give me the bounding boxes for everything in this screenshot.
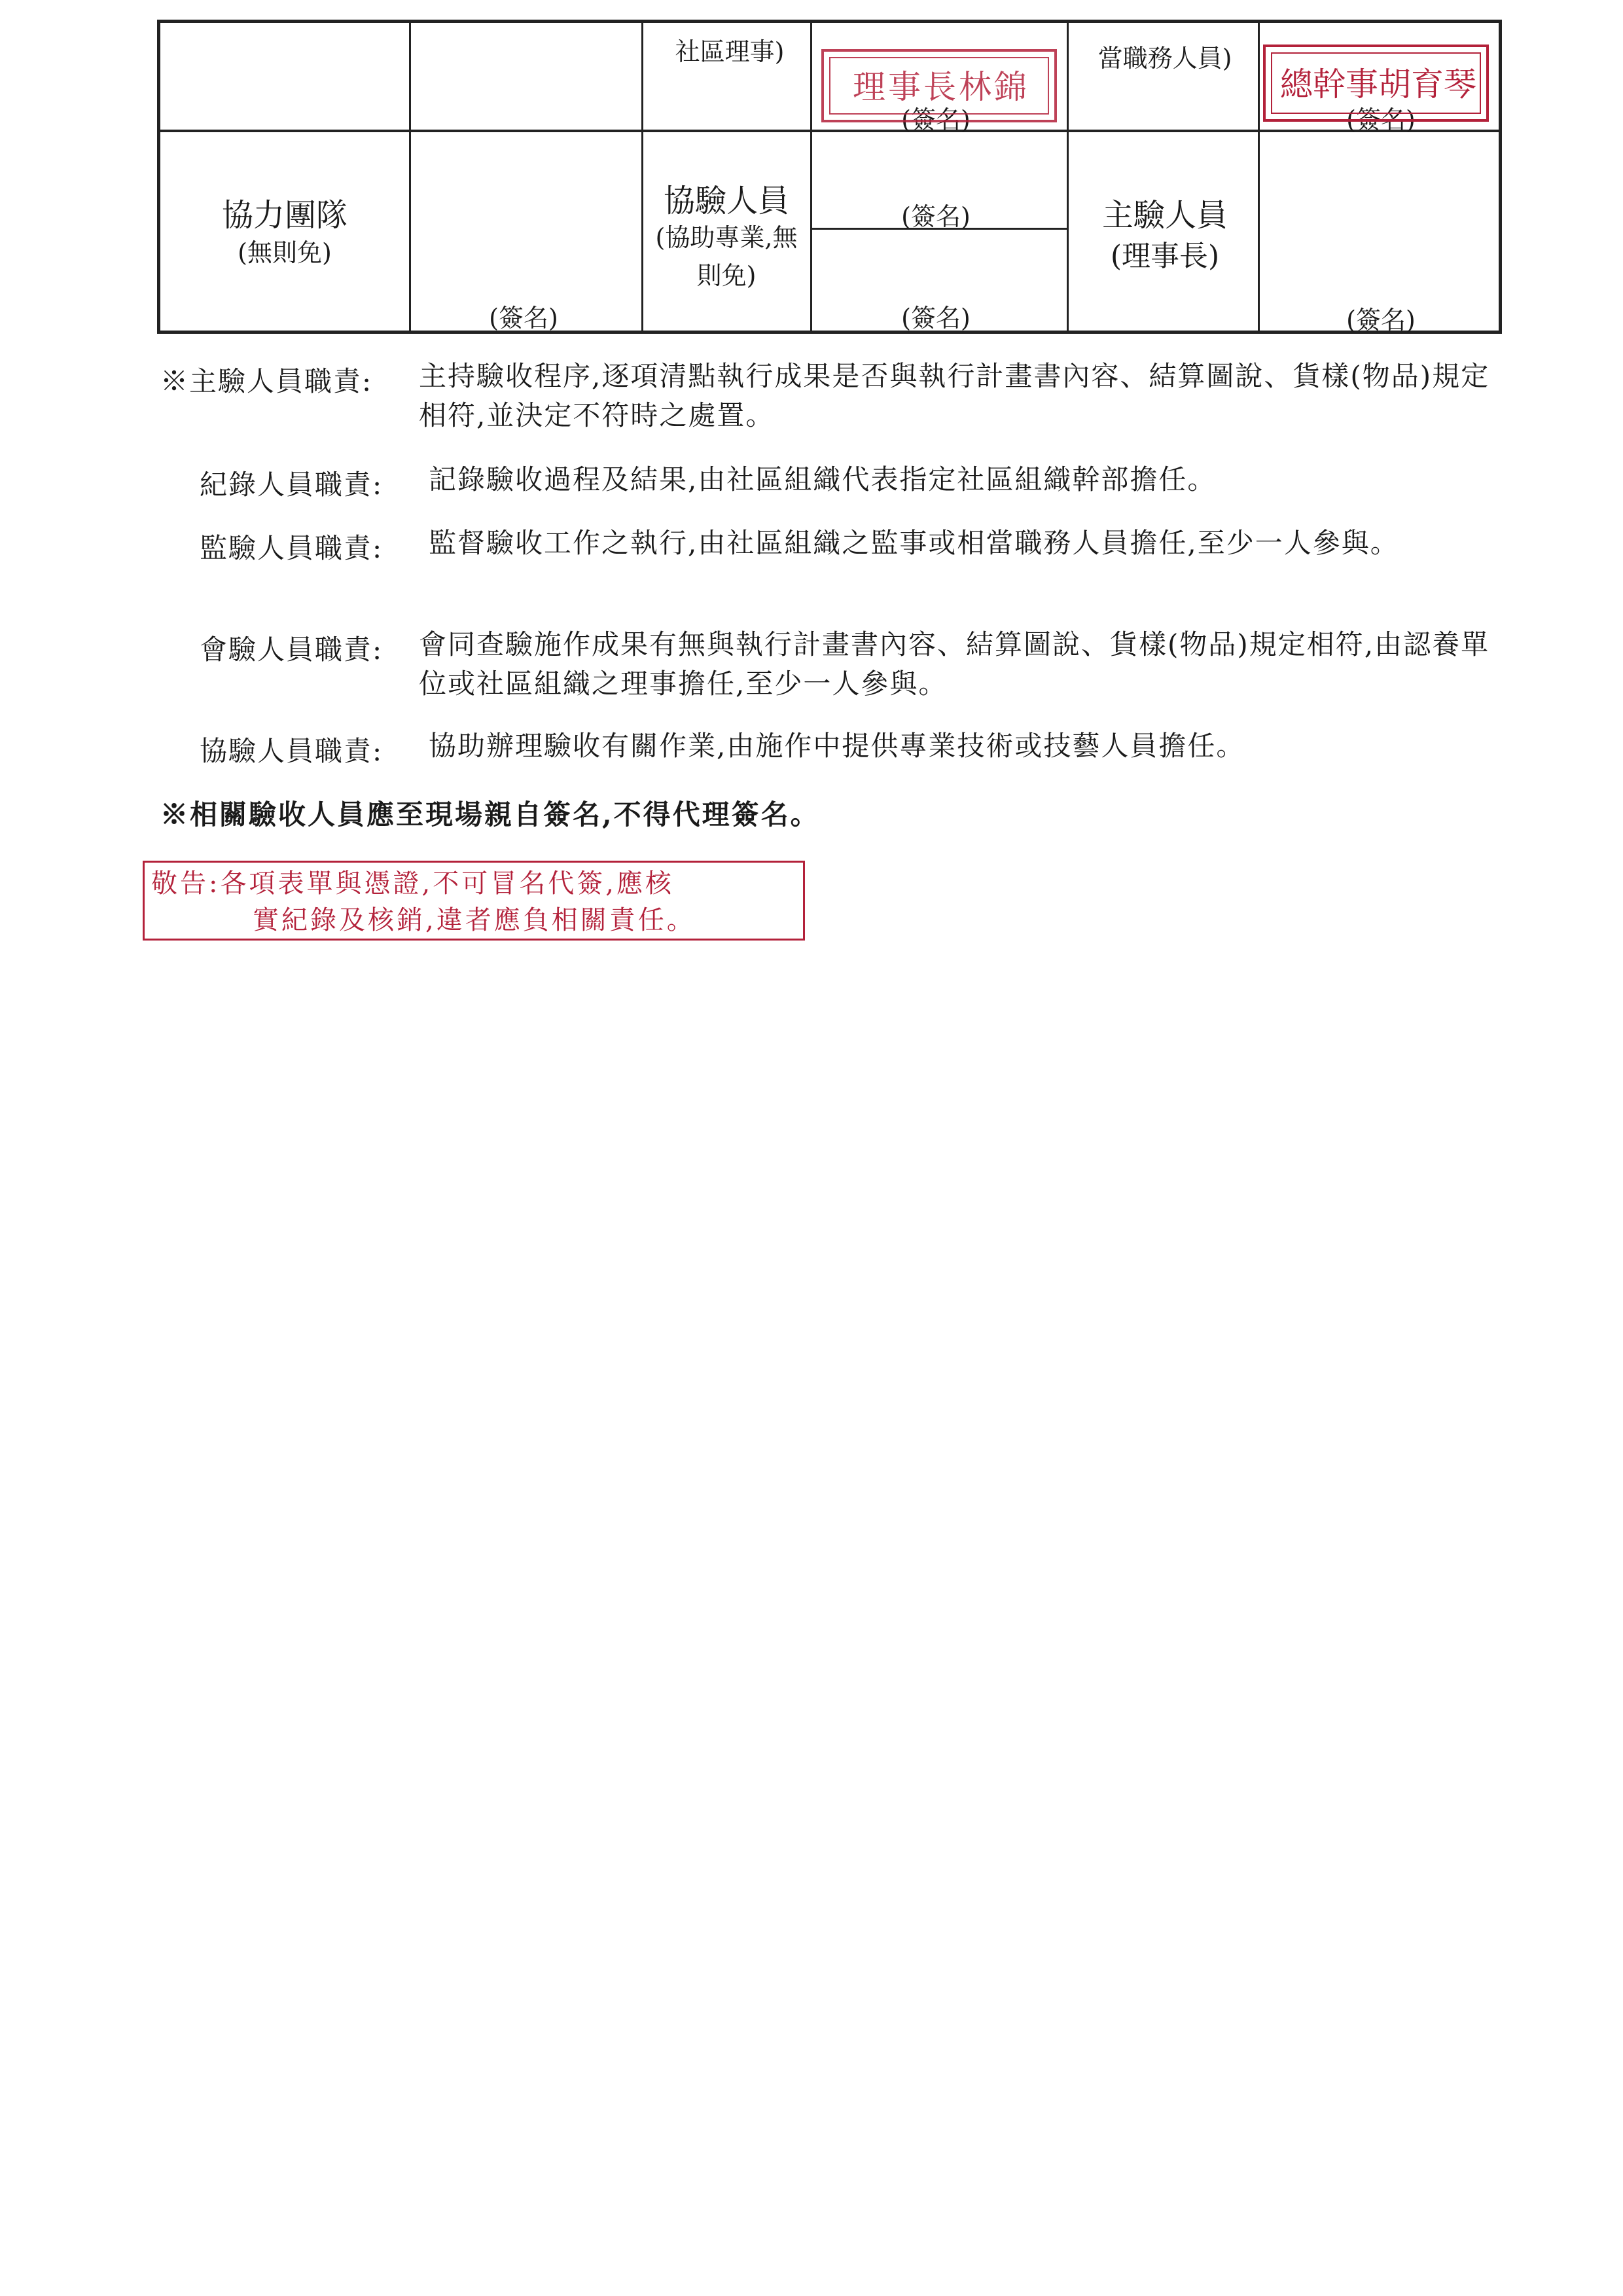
- table-col-line-5: [1258, 20, 1260, 334]
- chairman-seal-text: 理事長林錦: [853, 68, 1029, 106]
- duty-label-recorder: 紀錄人員職責:: [200, 469, 383, 501]
- chairman-seal-stamp: [821, 49, 1057, 122]
- team-sign-caption: (簽名): [489, 304, 558, 332]
- duty-label-supervisor: 監驗人員職責:: [200, 532, 383, 564]
- assist-sub-label-1: (協助專業,無: [655, 223, 798, 252]
- table-col-line-4: [1067, 20, 1069, 334]
- table-bottom-border: [157, 331, 1502, 334]
- duty-label-chief: ※主驗人員職責:: [160, 365, 373, 397]
- team-label: 協力團隊: [221, 197, 348, 234]
- warning-line-2: 實紀錄及核銷,違者應負相關責任。: [253, 905, 696, 935]
- row1-secretary-sign-caption: (簽名): [1346, 105, 1416, 134]
- secretary-seal-text: 總幹事胡育琴: [1280, 65, 1476, 103]
- table-col-line-3: [810, 20, 812, 334]
- assist-label: 協驗人員: [663, 183, 789, 219]
- signature-note: ※相關驗收人員應至現場親自簽名,不得代理簽名。: [160, 798, 820, 831]
- row1-chairman-sign-caption: (簽名): [901, 105, 971, 134]
- chief-sign-caption: (簽名): [1346, 306, 1416, 334]
- duty-label-assist: 協驗人員職責:: [200, 735, 383, 767]
- table-left-border: [157, 20, 160, 334]
- duty-text-recorder: 記錄驗收過程及結果,由社區組織代表指定社區組織幹部擔任。: [429, 463, 1217, 495]
- assist-sign-caption-top: (簽名): [901, 202, 971, 231]
- duty-text-chief: 主持驗收程序,逐項清點執行成果是否與執行計畫書內容、結算圖說、貨樣(物品)規定相符,並決定不符時之處置。: [419, 360, 1490, 431]
- table-col-line-1: [409, 20, 411, 334]
- duty-text-supervisor: 監督驗收工作之執行,由社區組織之監事或相當職務人員擔任,至少一人參與。: [429, 527, 1399, 559]
- team-sub-label: (無則免): [238, 238, 332, 267]
- row1-member-label: 社區理事): [675, 37, 785, 66]
- warning-line-1: 敬告:各項表單與憑證,不可冒名代簽,應核: [151, 869, 674, 899]
- assist-sign-caption-bottom: (簽名): [901, 304, 971, 332]
- chief-label: 主驗人員: [1101, 197, 1228, 234]
- table-col-line-2: [641, 20, 643, 334]
- duty-text-assist: 協助辦理驗收有關作業,由施作中提供專業技術或技藝人員擔任。: [429, 730, 1245, 762]
- row1-duty-label: 當職務人員): [1097, 44, 1232, 73]
- assist-sub-label-2: 則免): [696, 261, 757, 290]
- secretary-seal-stamp: [1263, 45, 1489, 122]
- duty-label-joint: 會驗人員職責:: [200, 634, 383, 666]
- duty-text-joint: 會同查驗施作成果有無與執行計畫書內容、結算圖說、貨樣(物品)規定相符,由認養單位或社區組織之理事擔任,至少一人參與。: [419, 628, 1490, 700]
- warning-box: [143, 861, 805, 941]
- chief-sub-label: (理事長): [1110, 240, 1220, 273]
- table-right-border: [1499, 20, 1502, 334]
- table-top-border: [157, 20, 1502, 23]
